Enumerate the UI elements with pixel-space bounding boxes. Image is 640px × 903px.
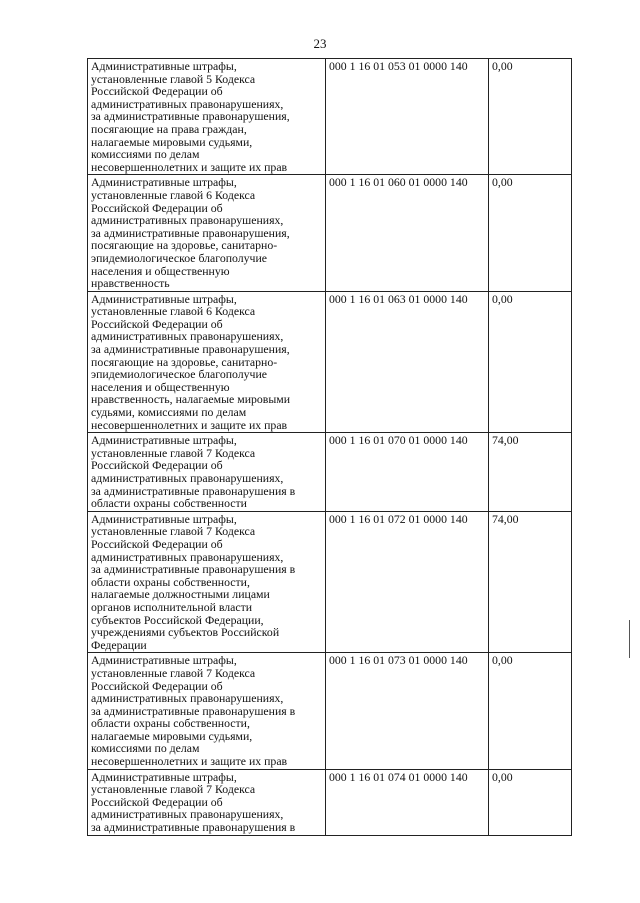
revenue-name-cell: Административные штрафы, установленные главой 5 Кодекса Российской Федерации об административных правонарушениях, за административные правонарушения, посягающие на права граждан, налагаемые мировыми судьями, комиссиями по делам несовершеннолетних и защите их прав (88, 59, 326, 175)
budget-code-cell: 000 1 16 01 060 01 0000 140 (326, 175, 489, 291)
table-row (88, 769, 572, 835)
table-row (88, 653, 572, 769)
table-row (88, 59, 572, 175)
amount-cell: 74,00 (489, 511, 572, 653)
budget-code-cell: 000 1 16 01 063 01 0000 140 (326, 291, 489, 433)
budget-code-cell: 000 1 16 01 070 01 0000 140 (326, 433, 489, 512)
amount-cell: 0,00 (489, 175, 572, 291)
budget-code-cell: 000 1 16 01 053 01 0000 140 (326, 59, 489, 175)
amount-cell: 74,00 (489, 433, 572, 512)
revenue-name-cell: Административные штрафы, установленные главой 7 Кодекса Российской Федерации об административных правонарушениях, за административные правонарушения в (88, 769, 326, 835)
table-row (88, 175, 572, 291)
budget-code-cell: 000 1 16 01 072 01 0000 140 (326, 511, 489, 653)
revenue-name-cell: Административные штрафы, установленные главой 6 Кодекса Российской Федерации об административных правонарушениях, за административные правонарушения, посягающие на здоровье, санитарно- эпидемиологическое благополучие населения и общественную нравственность (88, 175, 326, 291)
budget-code-cell: 000 1 16 01 073 01 0000 140 (326, 653, 489, 769)
table-row (88, 433, 572, 512)
budget-code-cell: 000 1 16 01 074 01 0000 140 (326, 769, 489, 835)
revenue-name-cell: Административные штрафы, установленные главой 7 Кодекса Российской Федерации об административных правонарушениях, за административные правонарушения в области охраны собственности (88, 433, 326, 512)
page-number: 23 (313, 36, 327, 51)
amount-cell: 0,00 (489, 769, 572, 835)
revenue-table (87, 58, 572, 836)
revenue-name-cell: Административные штрафы, установленные главой 7 Кодекса Российской Федерации об административных правонарушениях, за административные правонарушения в области охраны собственности, налагаемые должностными лицами органов исполнительной власти субъектов Российской Федерации, учреждениями субъектов Российской Федерации (88, 511, 326, 653)
revenue-name-cell: Административные штрафы, установленные главой 7 Кодекса Российской Федерации об административных правонарушениях, за административные правонарушения в области охраны собственности, налагаемые мировыми судьями, комиссиями по делам несовершеннолетних и защите их прав (88, 653, 326, 769)
revenue-name-cell: Административные штрафы, установленные главой 6 Кодекса Российской Федерации об административных правонарушениях, за административные правонарушения, посягающие на здоровье, санитарно- эпидемиологическое благополучие населения и общественную нравственность, налагаемые мировыми судьями, комиссиями по делам несовершеннолетних и защите их прав (88, 291, 326, 433)
amount-cell: 0,00 (489, 653, 572, 769)
amount-cell: 0,00 (489, 291, 572, 433)
table-row (88, 291, 572, 433)
table-row (88, 511, 572, 653)
amount-cell: 0,00 (489, 59, 572, 175)
scan-margin-mark (629, 620, 630, 658)
